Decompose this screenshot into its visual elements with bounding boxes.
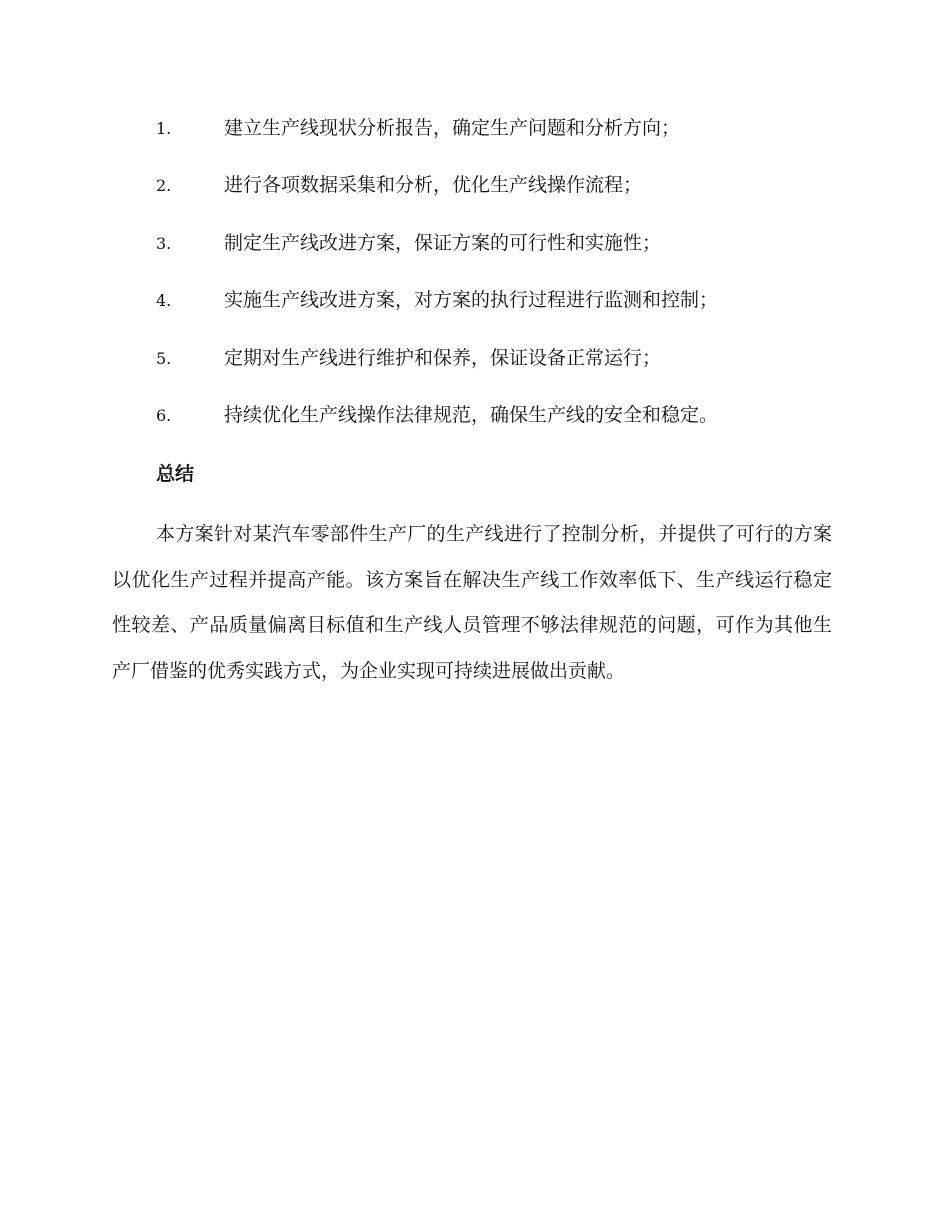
list-item-number: 3. xyxy=(156,233,172,253)
list-item-number: 6. xyxy=(156,405,172,425)
list-item xyxy=(0,100,950,157)
list-item xyxy=(0,157,950,214)
list-item xyxy=(0,330,950,387)
list-item xyxy=(0,272,950,329)
summary-heading: 总结 xyxy=(156,463,195,485)
list-item-text: 制定生产线改进方案，保证方案的可行性和实施性； xyxy=(224,231,662,254)
summary-paragraph: 本方案针对某汽车零部件生产厂的生产线进行了控制分析，并提供了可行的方案以优化生产过程并提高产能。该方案旨在解决生产线工作效率低下、生产线运行稳定性较差、产品质量偏离目标值和生产线人员管理不够法律规范的问题，可作为其他生产厂借鉴的优秀实践方式，为企业实现可持续进展做出贡献。 xyxy=(112,523,832,683)
steps-list xyxy=(0,100,950,444)
list-item-text: 建立生产线现状分析报告，确定生产问题和分析方向； xyxy=(224,117,681,139)
list-item-text: 进行各项数据采集和分析，优化生产线操作流程； xyxy=(224,174,643,197)
list-item-text: 定期对生产线进行维护和保养，保证设备正常运行； xyxy=(224,346,662,369)
list-item xyxy=(0,215,950,272)
list-item-text: 持续优化生产线操作法律规范，确保生产线的安全和稳定。 xyxy=(224,403,719,426)
list-item-number: 2. xyxy=(156,176,172,196)
list-item-number: 5. xyxy=(156,348,172,368)
list-item-number: 4. xyxy=(156,291,172,311)
list-item-number: 1. xyxy=(156,119,172,138)
list-item-text: 实施生产线改进方案，对方案的执行过程进行监测和控制； xyxy=(224,289,719,312)
list-item xyxy=(0,387,950,444)
